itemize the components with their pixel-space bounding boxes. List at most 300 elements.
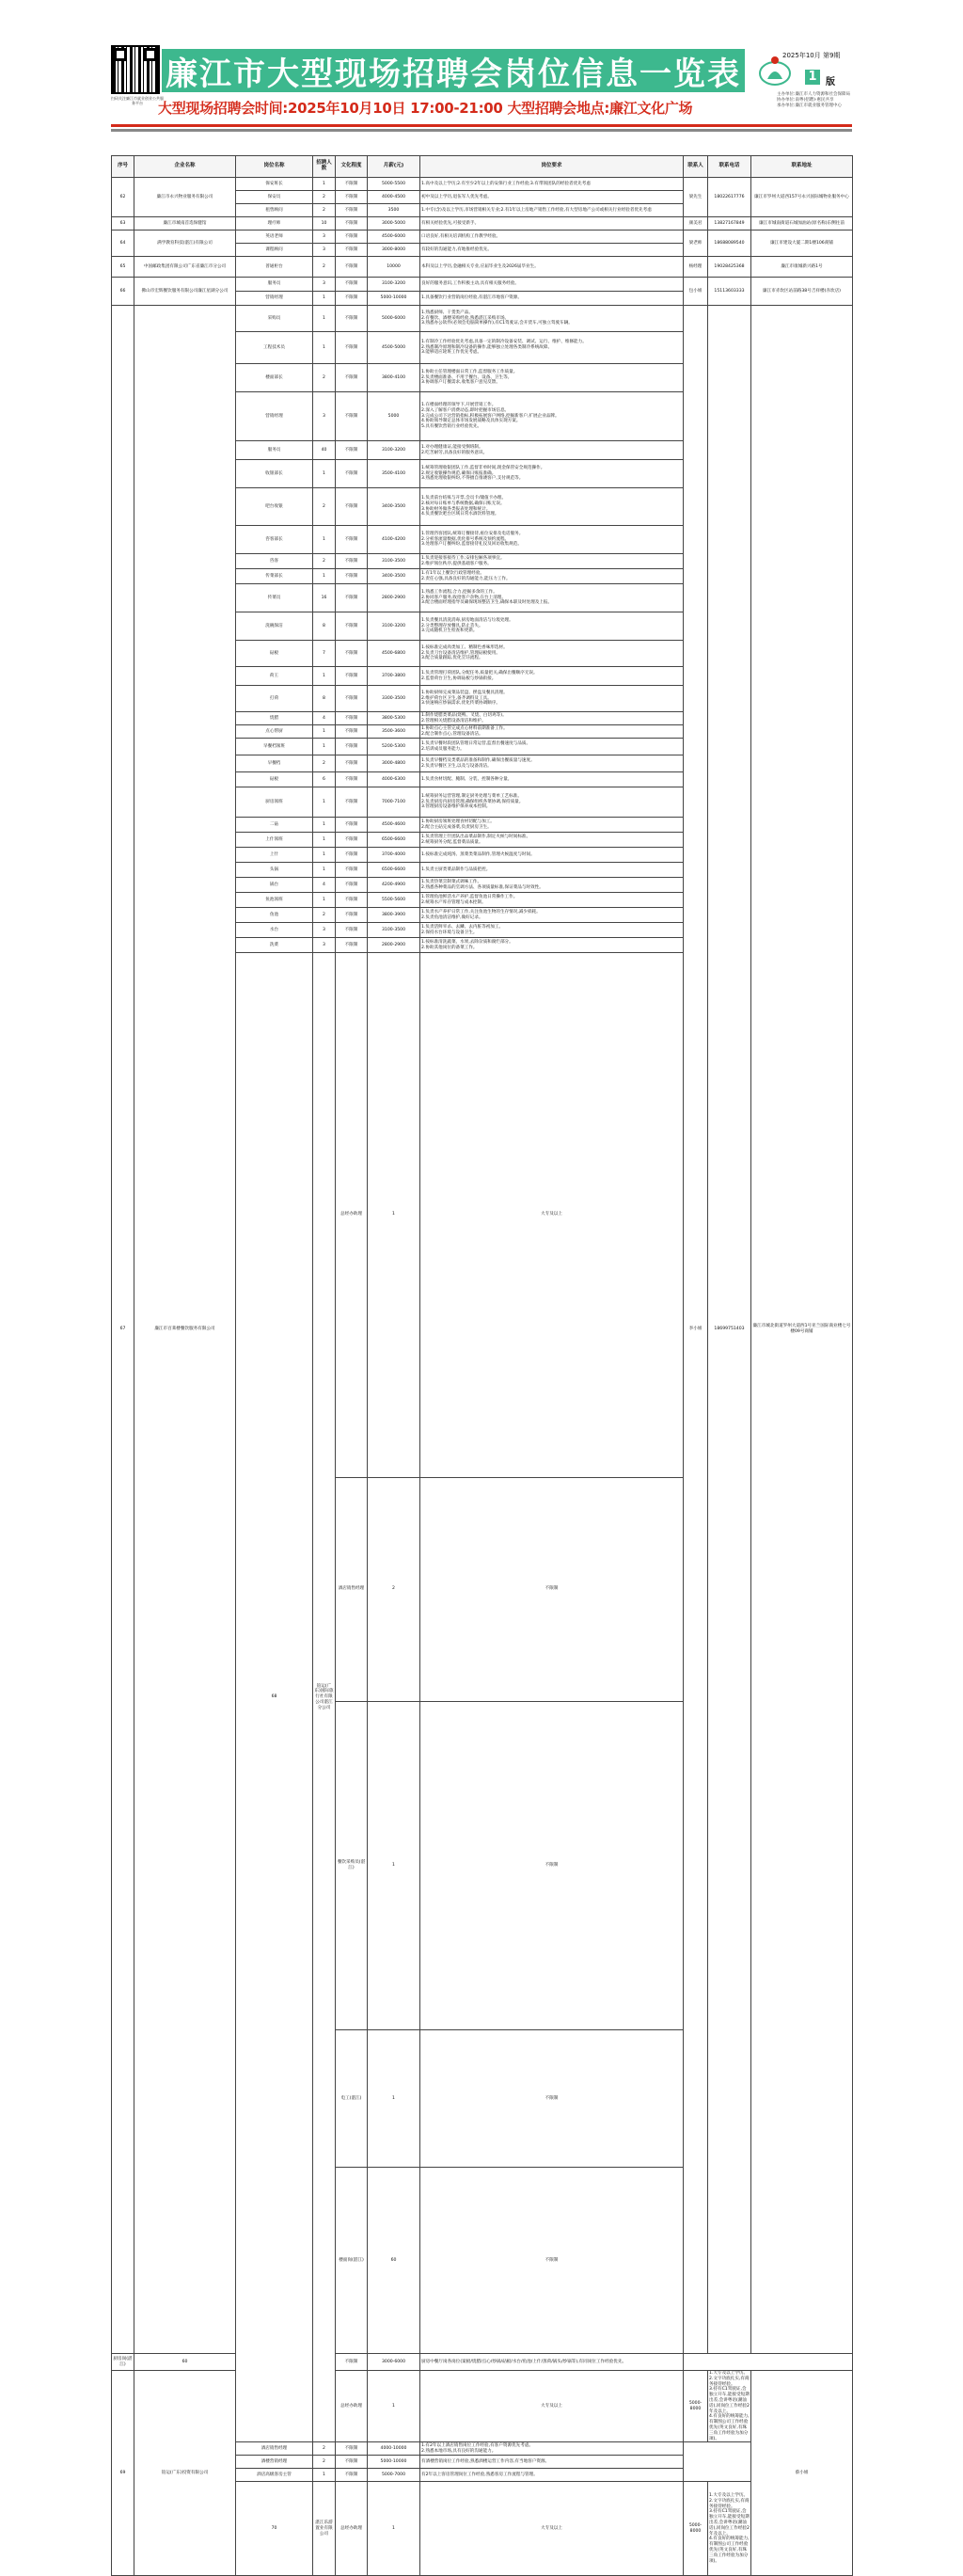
cell-salary: 4000-10000	[368, 2442, 420, 2456]
cell-count: 4	[313, 712, 336, 725]
cell-job: 楼面部长	[236, 364, 313, 392]
cell-education: 不限制	[336, 908, 368, 923]
cell-count: 1	[313, 833, 336, 848]
cell-education: 不限制	[336, 667, 368, 686]
table-row	[112, 2354, 853, 2371]
cell-requirements: 1.管理鱼池鲜活水产养护,监督鱼池日常操作工作。 2.统筹水产库存管理与成本控制。	[420, 893, 684, 908]
cell-job: 总经办助理	[336, 2482, 368, 2576]
cell-job: 酒店销售经理	[336, 1477, 368, 1702]
cell-education: 不限制	[336, 641, 368, 667]
cell-requirements: 1.负责管理打荷团队,分配任务,质量把关,确保出餐顺序无误。 2.监督荷台卫生,协调砧板与炒锅衔接。	[420, 667, 684, 686]
cell-job: 保安员	[236, 191, 313, 204]
cell-salary: 3000-5000	[368, 217, 420, 231]
cell-salary: 3500-4100	[368, 460, 420, 488]
cell-salary: 10000	[368, 257, 420, 278]
cell-job: 厨房领班	[236, 787, 313, 818]
qr-code-icon[interactable]	[111, 45, 160, 94]
cell-count: 3	[313, 231, 336, 244]
cell-seq: 68	[236, 953, 313, 2442]
cell-count: 60	[134, 2354, 236, 2371]
cell-salary: 3300-3500	[368, 686, 420, 712]
cell-requirements: 1.负责热菜烹制菜式调味工作。 2.熟悉各种菜品的烹调方法、各项质量标准,保证菜品与时效性。	[420, 878, 684, 893]
cell-education: 不限制	[336, 306, 368, 332]
cell-count: 3	[313, 278, 336, 292]
cell-count: 1	[368, 953, 420, 1478]
cell-count: 2	[313, 488, 336, 526]
cell-job: 荷王	[236, 667, 313, 686]
cell-requirements: 良好的服务意识,工作积极主动,具有相关服务经验。	[420, 278, 684, 292]
cell-salary: 4500-6800	[368, 641, 420, 667]
cell-seq: 63	[112, 217, 134, 231]
cell-salary: 5000-6000	[368, 306, 420, 332]
cell-count: 10	[313, 217, 336, 231]
cell-count: 4	[313, 878, 336, 893]
cell-job: 洗碗保洁	[236, 612, 313, 641]
cell-count: 3	[313, 244, 336, 257]
cell-job: 电工(湛江)	[336, 2029, 368, 2167]
cell-requirements: 1.有1年以上餐饮行政管理经验。 2.责任心强,具备良好的沟通能力,能压力工作。	[420, 569, 684, 584]
cell-salary: 4000-4500	[368, 191, 420, 204]
cell-education: 不限制	[336, 332, 368, 364]
cell-count: 2	[313, 364, 336, 392]
cell-requirements: 本科及以上学历,金融相关专业,应届毕业生及2026届毕业生。	[420, 257, 684, 278]
cell-seq: 69	[112, 2371, 134, 2576]
cell-requirements: 1.高中及以上学历;2.有至少2年以上的安保行业工作经验;3.有带领团队的经验者优先考虑	[420, 178, 684, 191]
cell-education: 不限制	[336, 217, 368, 231]
cell-education: 不限制	[336, 2354, 368, 2371]
cell-education: 不限制	[336, 878, 368, 893]
col-address: 联系地址	[751, 156, 853, 178]
cell-requirements: 1.在楼面经理的领导下,开展营销工作。 2.深入了解客户消费动态,即时把握市场信息。 3.完成公司下达营销指标,积极拓展客户网络,挖掘新客户,扩展企业品牌。 4.协助领导制定总体市场发展战略及具体实现方案。 5.具有餐饮营销行业经验优先。	[420, 392, 684, 441]
cell-job: 厨房岗(湛江)	[112, 2354, 134, 2371]
cell-job: 早餐档领班	[236, 739, 313, 755]
table-body	[112, 178, 853, 2576]
cell-salary: 5000-10000	[368, 292, 420, 306]
cell-job: 酒店高级客房主管	[236, 2469, 313, 2482]
cell-job: 采购员	[236, 306, 313, 332]
cell-job: 课程顾问	[236, 244, 313, 257]
cell-education: 不限制	[336, 923, 368, 938]
cell-salary: 3400-3500	[368, 569, 420, 584]
cell-job: 鱼池	[236, 908, 313, 923]
cell-salary: 3800-4100	[368, 364, 420, 392]
cell-salary: 3000-6000	[368, 2354, 420, 2371]
cell-job: 营销经理	[236, 392, 313, 441]
cell-job: 楼面岗(湛江)	[336, 2167, 368, 2353]
cell-requirements: 1.中专(含)及以上学历,市场营销相关专业;2.有1年以上房地产销售工作经验,有大型房地产公司或相关行业经验者优先考虑	[420, 204, 684, 217]
cell-seq: 62	[112, 178, 134, 217]
cell-job: 总经办助理	[336, 953, 368, 1478]
cell-education: 不限制	[336, 612, 368, 641]
cell-job: 头锅	[236, 863, 313, 878]
cell-requirements: 1.熟悉工作流程,合力,挖掘多余的工作。 2.协同客户服务,收拾客户杂物,在台上清理。 3.配合楼面经理指导员确保现场整洁卫生,确保本职及时处理及上报。	[420, 584, 684, 612]
cell-count: 1	[313, 863, 336, 878]
cell-requirements: 有酒楼营销岗位工作经验,熟悉酒楼运营工作内容,有当地客户资源。	[420, 2456, 684, 2469]
cell-contact: 包小姐	[684, 278, 708, 306]
cell-count: 2	[313, 2456, 336, 2469]
cell-education: 不限制	[336, 257, 368, 278]
cell-count: 1	[313, 725, 336, 739]
divider-red	[111, 124, 852, 127]
divider-grey	[111, 129, 852, 132]
cell-salary: 3100-3200	[368, 278, 420, 292]
cell-salary: 4200-4900	[368, 878, 420, 893]
cell-salary: 4500-6000	[368, 231, 420, 244]
cell-phone: 18699751403	[708, 306, 751, 2354]
cell-count: 40	[313, 441, 336, 460]
col-salary: 月薪(元)	[368, 156, 420, 178]
cell-salary: 3100-3200	[368, 612, 420, 641]
cell-education: 不限制	[336, 392, 368, 441]
cell-education: 不限制	[336, 755, 368, 772]
table-row	[112, 278, 853, 292]
cell-count: 1	[313, 178, 336, 191]
cell-company: 铂运(广东)投资有限公司	[134, 2371, 236, 2576]
cell-education: 不限制	[336, 584, 368, 612]
col-company: 企业名称	[134, 156, 236, 178]
cell-salary: 4000-6300	[368, 772, 420, 787]
cell-education: 不限制	[336, 686, 368, 712]
cell-education: 不限制	[336, 178, 368, 191]
cell-job: 英语老师	[236, 231, 313, 244]
cell-education: 不限制	[336, 739, 368, 755]
cell-requirements: 1.协助点心主管完成点心材料前期准备工作。 2.配合制作点心,管理设备清洁。	[420, 725, 684, 739]
cell-contact: 梁先生	[684, 178, 708, 217]
cell-education: 不限制	[336, 787, 368, 818]
cell-education: 大专及以上	[420, 953, 684, 1478]
cell-count: 1	[313, 848, 336, 863]
col-phone: 联系电话	[708, 156, 751, 178]
cell-job: 上什领班	[236, 833, 313, 848]
cell-salary: 5000-8000	[684, 2371, 708, 2442]
cell-count: 1	[313, 667, 336, 686]
cell-count: 60	[368, 2167, 420, 2353]
cell-job: 保安班长	[236, 178, 313, 191]
cell-job: 总经办助理	[336, 2371, 368, 2442]
cell-job: 传菜部长	[236, 569, 313, 584]
cell-salary: 7000-7100	[368, 787, 420, 818]
cell-count: 8	[313, 612, 336, 641]
page-header	[111, 45, 852, 135]
cell-education: 不限制	[336, 278, 368, 292]
cell-salary: 4500-5000	[368, 332, 420, 364]
cell-seq: 65	[112, 257, 134, 278]
cell-education: 不限制	[336, 292, 368, 306]
cell-company: 廉江市城南首选保健馆	[134, 217, 236, 231]
cell-salary: 3800-5300	[368, 712, 420, 725]
jobs-table	[111, 155, 853, 2576]
cell-education: 不限制	[336, 191, 368, 204]
cell-job: 上什	[236, 848, 313, 863]
cell-requirements: 1.协助厨师完成菜品装盘、摆盘及餐具清理。 2.维护荷台区卫生,备齐调料及工具。 3.快速响应炒锅需求,优化传菜协调顺序。	[420, 686, 684, 712]
cell-company: 佛山市宏辉餐饮服务有限公司廉江星湖分公司	[134, 278, 236, 306]
cell-count: 1	[368, 1702, 420, 2030]
cell-phone: 19028425368	[708, 257, 751, 278]
col-count: 招聘人数	[313, 156, 336, 178]
cell-requirements: 1.负责活鲜宰杀、去鳞、去内脏等初加工。 2.保持水台环境与设备卫生。	[420, 923, 684, 938]
cell-education: 不限制	[336, 725, 368, 739]
cell-job: 打荷	[236, 686, 313, 712]
cell-requirements: 1.统筹管理收银团队工作,监督非单时间,现金保管安全规范操作。 2.规定收银操作规范,确保日账报准确。 3.熟悉处理收银纠纷,不得擅自推诿客户,支付规范等。	[420, 460, 684, 488]
cell-count: 1	[313, 787, 336, 818]
cell-education: 不限制	[336, 893, 368, 908]
cell-job: 传菜员	[236, 584, 313, 612]
cell-job: 砧板	[236, 772, 313, 787]
cell-education: 不限制	[336, 818, 368, 833]
cell-count: 1	[368, 2482, 420, 2576]
cell-requirements: 1.按标准完成炖汤、蒸菜类菜品制作,管理火候温度与时间。	[420, 848, 684, 863]
cell-phone: 13827167849	[708, 217, 751, 231]
cell-education: 不限制	[336, 712, 368, 725]
cell-job: 锅台	[236, 878, 313, 893]
cell-count: 2	[313, 2442, 336, 2456]
cell-requirements: 1.统筹厨务运营管理,制定厨务处理与菜单工艺标准。 2.负责厨房内厨房管理,确保组织各菜协调,保持质量。 3.管理厨房设备维护保养成本控制。	[420, 787, 684, 818]
cell-count: 6	[313, 772, 336, 787]
cell-count: 1	[313, 526, 336, 554]
col-job: 岗位名称	[236, 156, 313, 178]
cell-requirements: 1.负责主厨类菜品制作与品质把控。	[420, 863, 684, 878]
cell-requirements: 1.按标准清洗蔬菜、水果,去除杂质和腐烂部分。 2.协助其他岗位的备菜工作。	[420, 938, 684, 953]
col-education: 文化程度	[336, 156, 368, 178]
cell-count: 2	[313, 554, 336, 569]
cell-job: 早餐档	[236, 755, 313, 772]
cell-job: 工程技术员	[236, 332, 313, 364]
cell-salary: 6500-6600	[368, 833, 420, 848]
cell-count: 1	[313, 332, 336, 364]
cell-job: 理疗师	[236, 217, 313, 231]
cell-salary: 3100-3500	[368, 554, 420, 569]
cell-salary: 3000-4800	[368, 755, 420, 772]
cell-salary: 3500-3600	[368, 725, 420, 739]
table-row	[112, 217, 853, 231]
cell-salary: 4500-4600	[368, 818, 420, 833]
cell-seq: 64	[112, 231, 134, 257]
col-requirements: 岗位要求	[420, 156, 684, 178]
edition-label: 版	[826, 77, 835, 87]
cell-requirements: 1.熟悉厨师、干货类产品。 2.有餐饮、酒楼采购经验,熟悉湛江采购市场。 3.熟悉办公软件(必须会电脑简单操作),有C1驾驶证,会开货车,可独立驾驶车辆。	[420, 306, 684, 332]
cell-job: 咨客	[236, 554, 313, 569]
cell-requirements: 1.按标准完成肉类加工、精制色香味形选材。 2.负责刀台设备清洁维护,管理砧板使用。 3.配合质量跟踪,优化烹饪流程。	[420, 641, 684, 667]
cell-count: 1	[313, 306, 336, 332]
cell-count: 7	[313, 641, 336, 667]
cell-education: 不限制	[420, 2029, 684, 2167]
cell-education: 不限制	[336, 2442, 368, 2456]
cell-address: 廉江市罗州大道西157号永兴国际城物业服务中心	[751, 178, 853, 217]
cell-count: 2	[368, 1477, 420, 1702]
cell-requirements: 1.具备餐饮行业营销岗位经验,有湛江市地客户资源。	[420, 292, 684, 306]
cell-count: 3	[313, 392, 336, 441]
cell-salary: 3000-8000	[368, 244, 420, 257]
cell-education: 不限制	[336, 460, 368, 488]
cell-education: 不限制	[336, 569, 368, 584]
cell-salary: 3700-3800	[368, 667, 420, 686]
cell-education: 不限制	[336, 488, 368, 526]
cell-salary: 5000-5500	[368, 178, 420, 191]
cell-requirements: 1.负责水产养护日常工作,关注鱼池生物的生存情况,减少损耗。 2.负责鱼池清洁维护,做好记录。	[420, 908, 684, 923]
cell-requirements: 口语良好,有相关培训机构工作教学经验。	[420, 231, 684, 244]
cell-job: 营销经理	[236, 292, 313, 306]
cell-contact: 梁老师	[684, 231, 708, 257]
cell-education: 不限制	[336, 441, 368, 460]
table-row	[112, 306, 853, 332]
table-row	[112, 257, 853, 278]
cell-job: 二砧	[236, 818, 313, 833]
cell-job: 砧板	[236, 641, 313, 667]
cell-education: 不限制	[420, 2167, 684, 2353]
cell-requirements: 1.负责前台结账与开票,会员卡/储值卡办理。 2.核对每日账单与系统数据,确保日账无误。 3.协助财务做各类报表处理和统计。 4.负责餐饮吧台区域日常水酒饮料管理。	[420, 488, 684, 526]
cell-requirements: 有较好的沟通能力,有地推经验优先。	[420, 244, 684, 257]
col-contact: 联系人	[684, 156, 708, 178]
cell-requirements: 1.协助厨房领班处理食材切配与加工。 2.配合主砧完成备菜,负责厨房卫生。	[420, 818, 684, 833]
cell-salary: 5500-5600	[368, 893, 420, 908]
cell-salary: 4100-4200	[368, 526, 420, 554]
col-seq: 序号	[112, 156, 134, 178]
cell-job: 点心帮厨	[236, 725, 313, 739]
cell-phone: 18688089540	[708, 231, 751, 257]
cell-education: 不限制	[336, 863, 368, 878]
cell-phone: 15113603333	[708, 278, 751, 306]
cell-requirements: 1.管理咨客团队,统筹订餐接待,座位安排及电话服务。 2.分析客流量数据,优化排号系统及预约流程。 3.处理客户订餐纠纷,监督接待礼仪及回访收集规范。	[420, 526, 684, 554]
issue-info: 2025年10月 第9期	[782, 52, 841, 59]
sponsors: 主办单位:廉江市人力资源和社会保障局 协办单位:南粤(招聘)·惠民共享 承办单位:廉江市就业服务管理中心	[777, 92, 851, 108]
cell-salary: 3700-4000	[368, 848, 420, 863]
cell-salary: 2800-2900	[368, 584, 420, 612]
cell-job: 水台	[236, 923, 313, 938]
table-header-row	[112, 156, 853, 178]
cell-salary: 5000-10000	[368, 2456, 420, 2469]
cell-job: 咨客部长	[236, 526, 313, 554]
cell-job: 鱼池领班	[236, 893, 313, 908]
table-row	[112, 231, 853, 244]
event-time-location: 大型现场招聘会时间:2025年10月10日 17:00-21:00 大型招聘会地点:廉江文化广场	[158, 100, 693, 117]
cell-contact: 李小姐	[684, 306, 708, 2354]
cell-company: 满学教育科技(湛江)有限公司	[134, 231, 236, 257]
cell-count: 2	[313, 257, 336, 278]
cell-education: 不限制	[336, 833, 368, 848]
cell-education: 不限制	[336, 231, 368, 244]
cell-requirements: 有相关经验优先,可接受新手。	[420, 217, 684, 231]
table-row	[112, 178, 853, 191]
cell-job: 普通柜台	[236, 257, 313, 278]
cell-requirements: 1.负责食材切配、腌制、分装、控制各种分量。	[420, 772, 684, 787]
cell-company: 廉江市百莱楼餐饮服务有限公司	[134, 306, 236, 2354]
cell-count: 2	[313, 191, 336, 204]
cell-requirements: 1.大专及以上学历。 2.文字功底扎实,有商务接待经验。 3.持有C1驾驶证,会独立开车,能接受短期出差,会讲粤语(潮汕话),同岗位工作经验2年及以上。 4.有良好的统筹能力,有制图公司工作经验优先(英文良好,有珠三角工作经验为加分项)。	[708, 2482, 751, 2576]
cell-education: 不限制	[420, 1702, 684, 2030]
cell-education: 不限制	[336, 2456, 368, 2469]
cell-education: 大专及以上	[420, 2371, 684, 2442]
cell-company: 铂运(广东)国际旅行社有限公司湛江分公司	[313, 953, 336, 2442]
cell-education: 不限制	[420, 1477, 684, 1702]
cell-requirements: 1.负责早餐时段团队管理日常运营,监督出餐速度与品质。 2.培训成员服务能力。	[420, 739, 684, 755]
cell-count: 1	[313, 460, 336, 488]
cell-requirements: 厨房中餐厅岗各岗位(案板/烧腊/点心/炒锅/砧板/水台/鱼池/上什/蒸荷/锅头/炒锅等),有同岗位工作经验优先。	[420, 2354, 684, 2371]
cell-salary: 3500	[368, 204, 420, 217]
cell-count: 8	[313, 686, 336, 712]
cell-count: 1	[313, 739, 336, 755]
cell-count: 1	[313, 818, 336, 833]
cell-education: 不限制	[336, 364, 368, 392]
cell-address: 廉江市康城新兴路1号	[751, 257, 853, 278]
cell-job: 烧腊	[236, 712, 313, 725]
cell-address: 廉江市建设大厦二期1楼106商铺	[751, 231, 853, 257]
cell-education: 不限制	[336, 848, 368, 863]
cell-requirements: 初中及以上学历,退伍军人优先考虑。	[420, 191, 684, 204]
cell-requirements: 1.协助主任管理楼面日常工作,监督服务工作质量。 2.负责楼面准备、不用于餐台、设备、卫生等。 3.协调客户订餐需求,收集客户意见反馈。	[420, 364, 684, 392]
cell-requirements: 有2年以上客房管理岗位工作经验,熟悉客房工作流程与管理。	[420, 2469, 684, 2482]
cell-requirements: 1.有2年以上酒店销售岗位工作经验,有客户资源优先考虑。 2.熟悉本地市场,具有良好的沟通能力。	[420, 2442, 684, 2456]
cell-count: 1	[368, 2029, 420, 2167]
cell-job: 餐饮采购员(湛江)	[336, 1702, 368, 2030]
cell-count: 1	[313, 569, 336, 584]
cell-education: 不限制	[336, 2469, 368, 2482]
cell-count: 1	[368, 2371, 420, 2442]
cell-job: 酒楼营销经理	[236, 2456, 313, 2469]
cell-contact: 杨经理	[684, 257, 708, 278]
cell-salary: 5000	[368, 392, 420, 441]
cell-requirements: 1.负责餐具清洗消毒,厨房地面清洁与垃圾处理。 2.分类整理存放餐具,防止丢失。 3.完成随机卫生检查和更新。	[420, 612, 684, 641]
cell-job: 租售顾问	[236, 204, 313, 217]
cell-salary: 5000-8000	[684, 2482, 708, 2576]
cell-address: 廉江市城北街道罗州大道西1号亚兰国际商业楼七号楼09号商铺	[751, 306, 853, 2354]
cell-company: 湛江乐游置业有限公司	[313, 2482, 336, 2576]
cell-salary: 3100-3200	[368, 441, 420, 460]
cell-requirements: 1.大专及以上学历。 2.文字功底扎实,有商务接待经验。 3.持有C1驾驶证,会独立开车,能接受短期出差,会讲粤语(潮汕话),同岗位工作经验2年及以上。 4.有良好的统筹能力,有制图公司工作经验优先(英文良好,有珠三角工作经验为加分项)。	[709, 2371, 750, 2441]
cell-salary: 2800-2900	[368, 938, 420, 953]
table-row	[112, 2371, 853, 2442]
cell-job: 收银部长	[236, 460, 313, 488]
cell-education: 不限制	[336, 244, 368, 257]
cell-seq: 66	[112, 278, 134, 306]
cell-requirements: 1.对办理健康证,能接受倒班制。 2.吃苦耐劳,具备良好的服务意识。	[420, 441, 684, 460]
cell-requirements: 1.负责管理上什团队出品菜品制作,制定火候与时间标准。 2.统筹厨务分配,监督菜品质量。	[420, 833, 684, 848]
edition-number: 1	[805, 70, 820, 85]
cell-count: 1	[313, 2469, 336, 2482]
cell-requirements: 1.负责早餐档及类菜品的准备和制作,确保出餐质量与速度。 2.负责早餐区卫生,以及与设备清洁。	[420, 755, 684, 772]
cell-requirements: 1.负责迎接客接待工作,安排包厢各项事宜。 2.维护领位秩序,提供基础客户服务。	[420, 554, 684, 569]
cell-phone: 18022617776	[708, 178, 751, 217]
cell-company: 中国邮政集团有限公司广东省廉江市分公司	[134, 257, 236, 278]
cell-count: 16	[313, 584, 336, 612]
cell-job: 服务员	[236, 278, 313, 292]
cell-address: 廉江市赤坎区站前路38号吉祥楼(赤坎店)	[751, 278, 853, 306]
cell-seq: 67	[112, 306, 134, 2354]
cell-job: 吧台收银	[236, 488, 313, 526]
cell-address: 廉江市城南街道石城加油站(原名称)东侧往前	[751, 217, 853, 231]
cell-count: 1	[313, 292, 336, 306]
cell-count: 1	[313, 893, 336, 908]
cell-salary: 3800-3900	[368, 908, 420, 923]
cell-job: 服务员	[236, 441, 313, 460]
page-title: 廉江市大型现场招聘会岗位信息一览表	[162, 49, 745, 92]
cell-job: 洗菜	[236, 938, 313, 953]
cell-requirements: 1.制作烧腊类菜品(烧鸭、叉烧、白切鸡等)。 2.管理相关烧腊设备清洁和维护。	[420, 712, 684, 725]
cell-count: 3	[313, 938, 336, 953]
cell-count: 2	[313, 908, 336, 923]
cell-education: 不限制	[336, 772, 368, 787]
cell-seq: 70	[236, 2482, 313, 2576]
cell-salary: 6500-6600	[368, 863, 420, 878]
cell-education: 不限制	[336, 526, 368, 554]
cell-contact: 颜美君	[684, 217, 708, 231]
cell-count: 2	[313, 204, 336, 217]
cell-count: 3	[313, 923, 336, 938]
cell-salary: 3400-3500	[368, 488, 420, 526]
cell-education: 不限制	[336, 554, 368, 569]
cell-education: 大专及以上	[420, 2482, 684, 2576]
cell-salary: 5200-5300	[368, 739, 420, 755]
cell-salary: 3100-3500	[368, 923, 420, 938]
